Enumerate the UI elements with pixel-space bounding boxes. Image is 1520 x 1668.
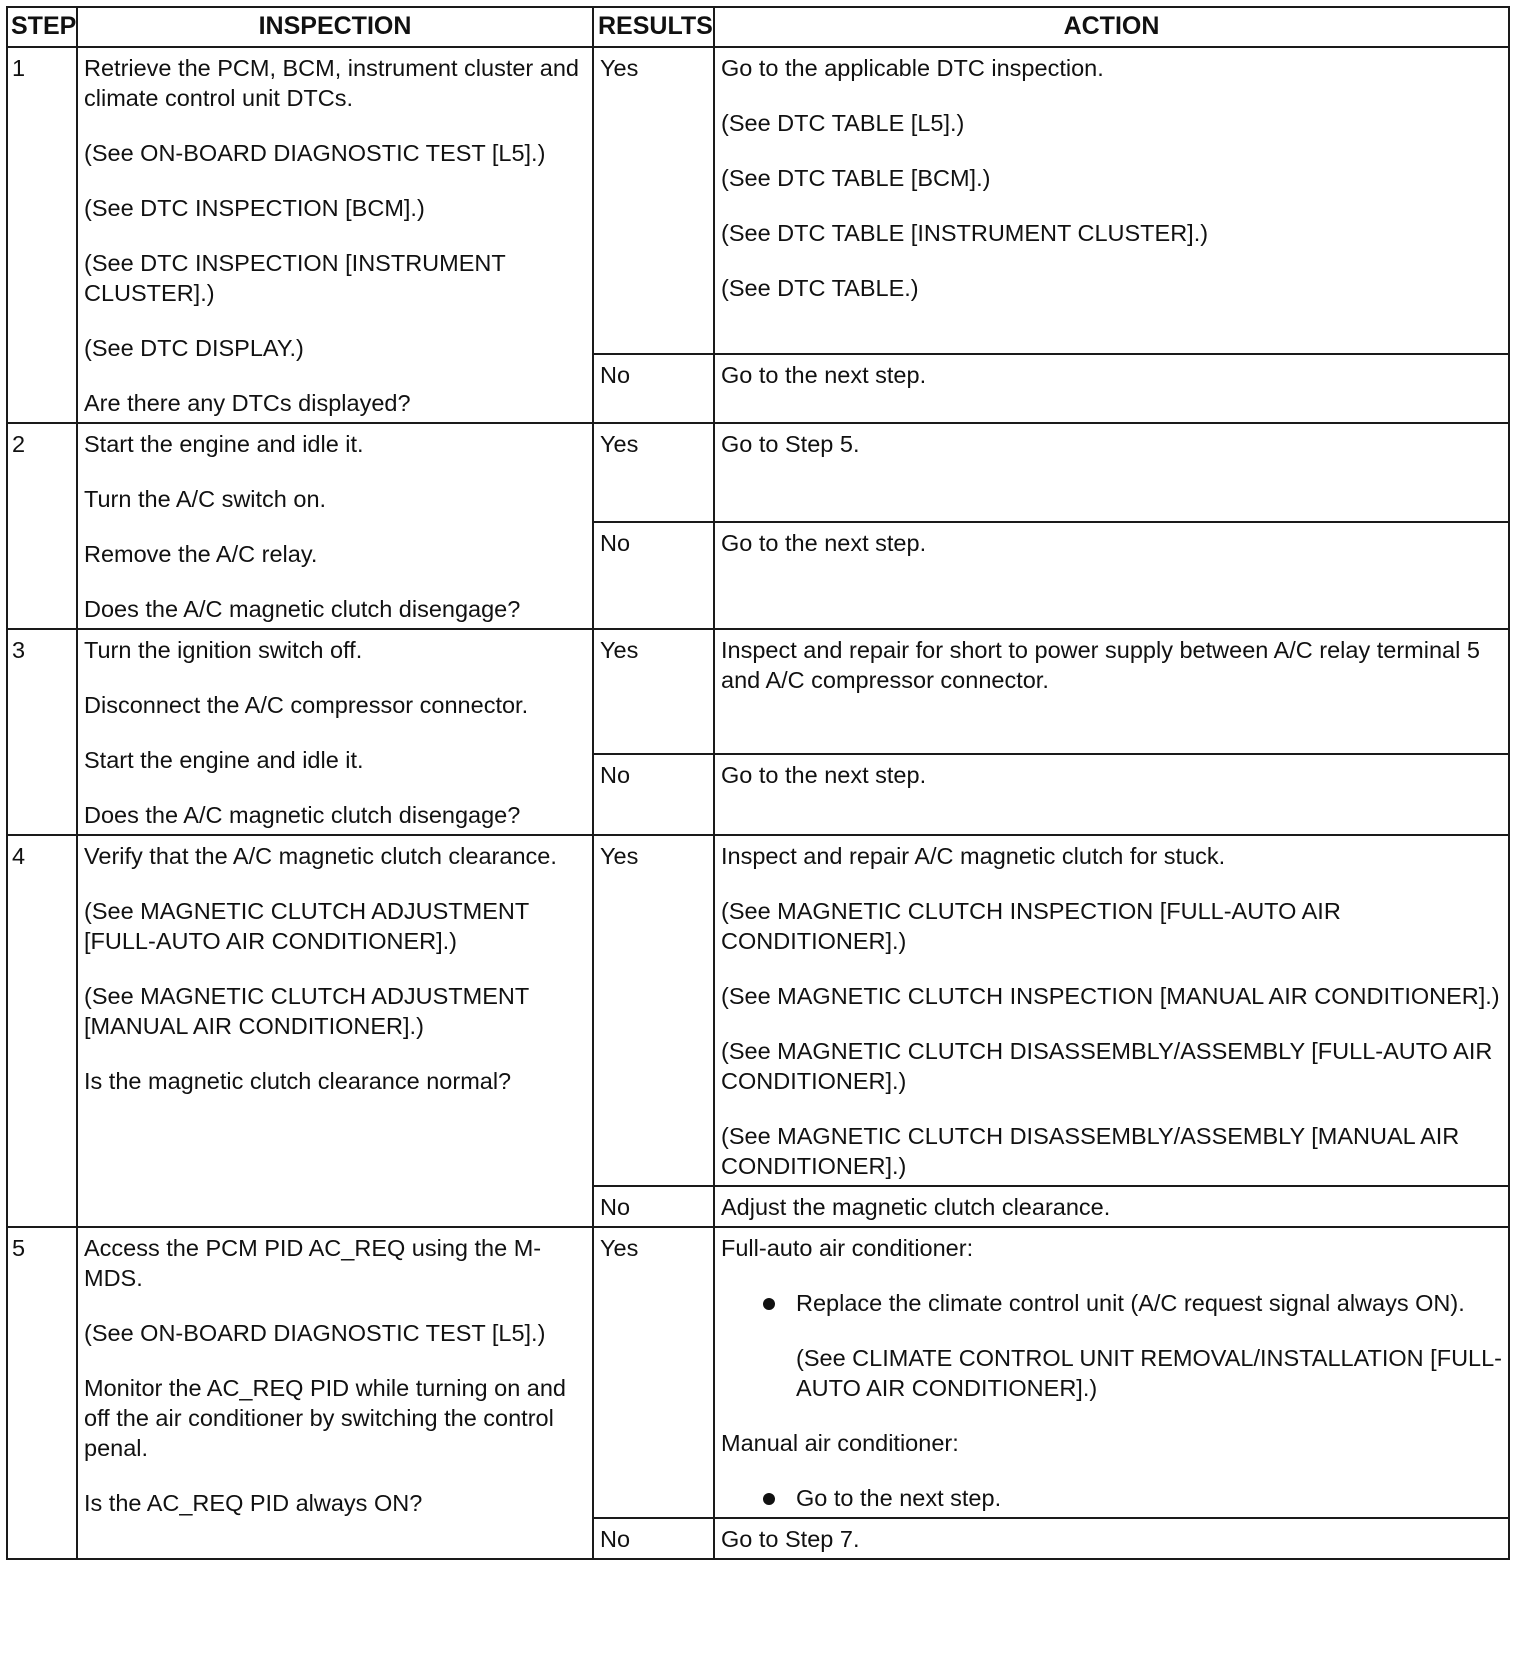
action-text: Go to Step 5. <box>721 431 860 457</box>
result-no: No <box>593 1186 714 1227</box>
inspection-question: Is the magnetic clutch clearance normal? <box>84 1068 512 1094</box>
step-number: 5 <box>7 1227 77 1559</box>
action-text: (See DTC TABLE [INSTRUMENT CLUSTER].) <box>721 220 1209 246</box>
action-text: (See MAGNETIC CLUTCH INSPECTION [FULL-AUTO AIR CONDITIONER].) <box>721 898 1341 954</box>
result-no: No <box>593 754 714 835</box>
result-yes: Yes <box>593 629 714 754</box>
action-bullet <box>721 1483 1502 1513</box>
action-cell <box>714 629 1509 754</box>
action-text: (See DTC TABLE.) <box>721 275 919 301</box>
inspection-text: Turn the ignition switch off. <box>84 637 363 663</box>
inspection-text: (See DTC DISPLAY.) <box>84 335 304 361</box>
inspection-text: Remove the A/C relay. <box>84 541 318 567</box>
action-cell <box>714 835 1509 1186</box>
bullet-icon <box>763 1298 775 1310</box>
step-number: 1 <box>7 47 77 423</box>
result-no: No <box>593 354 714 423</box>
table-row <box>7 47 1509 354</box>
action-text: Inspect and repair A/C magnetic clutch for stuck. <box>721 843 1226 869</box>
header-step: STEP <box>7 7 77 47</box>
action-cell <box>714 1518 1509 1559</box>
inspection-question: Does the A/C magnetic clutch disengage? <box>84 596 521 622</box>
inspection-text: Retrieve the PCM, BCM, instrument cluster and climate control unit DTCs. <box>84 55 579 111</box>
action-text: (See MAGNETIC CLUTCH DISASSEMBLY/ASSEMBLY [MANUAL AIR CONDITIONER].) <box>721 1123 1460 1179</box>
action-reference: (See CLIMATE CONTROL UNIT REMOVAL/INSTALLATION [FULL-AUTO AIR CONDITIONER].) <box>796 1345 1502 1401</box>
inspection-text: (See ON-BOARD DIAGNOSTIC TEST [L5].) <box>84 1320 546 1346</box>
inspection-text: (See MAGNETIC CLUTCH ADJUSTMENT [FULL-AUTO AIR CONDITIONER].) <box>84 898 529 954</box>
step-number: 3 <box>7 629 77 835</box>
table-row <box>7 835 1509 1186</box>
action-cell <box>714 1227 1509 1518</box>
inspection-question: Does the A/C magnetic clutch disengage? <box>84 802 521 828</box>
inspection-text: (See ON-BOARD DIAGNOSTIC TEST [L5].) <box>84 140 546 166</box>
result-yes: Yes <box>593 835 714 1186</box>
inspection-text: Start the engine and idle it. <box>84 431 364 457</box>
inspection-text: Turn the A/C switch on. <box>84 486 327 512</box>
action-cell <box>714 354 1509 423</box>
action-text: Go to the next step. <box>721 762 927 788</box>
header-results: RESULTS <box>593 7 714 47</box>
step-number: 4 <box>7 835 77 1227</box>
action-cell <box>714 1186 1509 1227</box>
inspection-text: (See DTC INSPECTION [BCM].) <box>84 195 425 221</box>
action-text: Go to the next step. <box>721 362 927 388</box>
action-heading: Manual air conditioner: <box>721 1430 959 1456</box>
bullet-icon <box>763 1493 775 1505</box>
table-row <box>7 1227 1509 1518</box>
action-text: Go to the applicable DTC inspection. <box>721 55 1104 81</box>
inspection-cell <box>77 47 593 423</box>
step-number: 2 <box>7 423 77 629</box>
action-cell <box>714 754 1509 835</box>
diagnostic-table <box>6 6 1510 1560</box>
inspection-question: Are there any DTCs displayed? <box>84 390 411 416</box>
action-text: (See MAGNETIC CLUTCH DISASSEMBLY/ASSEMBLY [FULL-AUTO AIR CONDITIONER].) <box>721 1038 1493 1094</box>
action-cell <box>714 47 1509 354</box>
header-inspection: INSPECTION <box>77 7 593 47</box>
action-text: (See DTC TABLE [L5].) <box>721 110 965 136</box>
inspection-text: Start the engine and idle it. <box>84 747 364 773</box>
result-yes: Yes <box>593 423 714 522</box>
action-bullet-text: Replace the climate control unit (A/C request signal always ON). <box>796 1290 1465 1316</box>
action-bullet <box>721 1288 1502 1318</box>
table-row <box>7 629 1509 754</box>
inspection-cell <box>77 629 593 835</box>
result-yes: Yes <box>593 1227 714 1518</box>
inspection-text: (See MAGNETIC CLUTCH ADJUSTMENT [MANUAL AIR CONDITIONER].) <box>84 983 529 1039</box>
header-action: ACTION <box>714 7 1509 47</box>
inspection-cell <box>77 1227 593 1559</box>
result-yes: Yes <box>593 47 714 354</box>
inspection-question: Is the AC_REQ PID always ON? <box>84 1490 423 1516</box>
action-text: Go to the next step. <box>721 530 927 556</box>
inspection-cell <box>77 423 593 629</box>
action-text: (See MAGNETIC CLUTCH INSPECTION [MANUAL AIR CONDITIONER].) <box>721 983 1500 1009</box>
inspection-text: Monitor the AC_REQ PID while turning on and off the air conditioner by switching the control penal. <box>84 1375 567 1461</box>
action-heading: Full-auto air conditioner: <box>721 1235 974 1261</box>
inspection-cell <box>77 835 593 1227</box>
inspection-text: Disconnect the A/C compressor connector. <box>84 692 529 718</box>
inspection-text: (See DTC INSPECTION [INSTRUMENT CLUSTER].) <box>84 250 506 306</box>
action-text: (See DTC TABLE [BCM].) <box>721 165 991 191</box>
inspection-text: Verify that the A/C magnetic clutch clearance. <box>84 843 557 869</box>
header-row <box>7 7 1509 47</box>
action-cell <box>714 423 1509 522</box>
table-row <box>7 423 1509 522</box>
action-text: Go to Step 7. <box>721 1526 860 1552</box>
action-text: Adjust the magnetic clutch clearance. <box>721 1194 1111 1220</box>
action-text: Inspect and repair for short to power supply between A/C relay terminal 5 and A/C compressor connector. <box>721 637 1480 693</box>
action-cell <box>714 522 1509 629</box>
inspection-text: Access the PCM PID AC_REQ using the M-MDS. <box>84 1235 542 1291</box>
action-bullet-text: Go to the next step. <box>796 1485 1002 1511</box>
result-no: No <box>593 522 714 629</box>
result-no: No <box>593 1518 714 1559</box>
